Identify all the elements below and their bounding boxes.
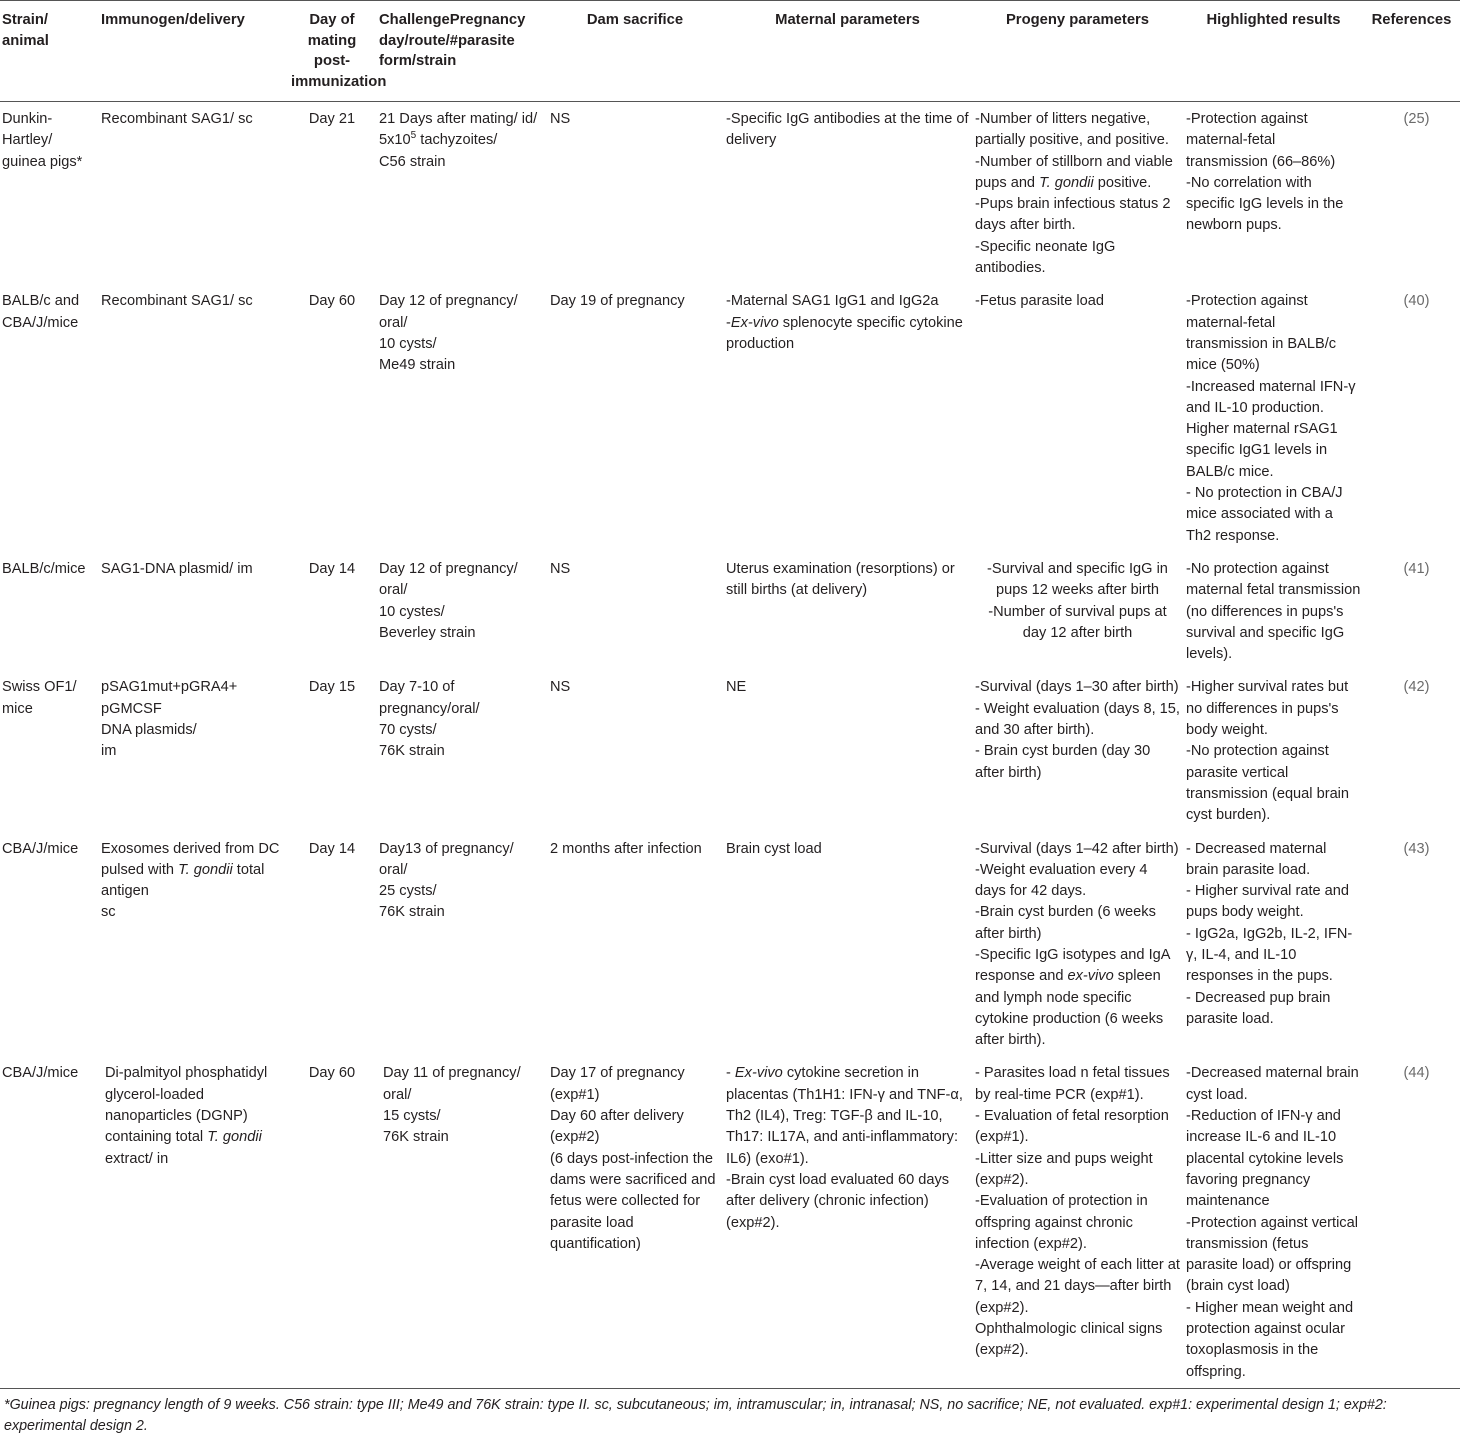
cell-reference: (42) [1403, 679, 1430, 696]
cell-day: Day 60 [308, 293, 356, 310]
cell-reference: (44) [1403, 1065, 1430, 1082]
cell-day: Day 14 [308, 560, 356, 577]
cell-strain: BALB/c/mice [2, 560, 86, 577]
cell-reference: (25) [1403, 111, 1430, 127]
cell-maternal: NE [726, 679, 747, 696]
cell-challenge: Day 12 of pregnancy/ oral/ 10 cysts/ Me49 strain [379, 293, 518, 374]
header-maternal: Maternal parameters [724, 1, 973, 102]
table-footnote: *Guinea pigs: pregnancy length of 9 weeks. C56 strain: type III; Me49 and 76K strain: type II. sc, subcutaneous; im, intramuscular; in, intranasal; NS, no sacrifice; NE, not evaluated. exp#1: experimental design 1; exp#2: experimental design 2. [0, 1388, 1460, 1437]
cell-strain: CBA/J/mice [2, 1065, 79, 1082]
cell-challenge: Day 12 of pregnancy/ oral/ 10 cystes/ Beverley strain [379, 560, 518, 641]
header-dam-sacrifice: Dam sacrifice [548, 1, 724, 102]
cell-immunogen: Exosomes derived from DC pulsed with T. gondii total antigen sc [101, 840, 280, 921]
cell-strain: Swiss OF1/ mice [2, 679, 77, 717]
header-highlighted: Highlighted results [1184, 1, 1365, 102]
cell-maternal: -Specific IgG antibodies at the time of delivery [726, 111, 969, 149]
cell-immunogen: SAG1-DNA plasmid/ im [101, 560, 253, 577]
cell-challenge: Day13 of pregnancy/ oral/ 25 cysts/ 76K strain [379, 840, 514, 921]
cell-progeny: -Survival and specific IgG in pups 12 weeks after birth -Number of survival pups at day 12 after birth [987, 560, 1168, 641]
cell-progeny: -Survival (days 1–42 after birth) -Weight evaluation every 4 days for 42 days. -Brain cyst burden (6 weeks after birth) -Specific IgG isotypes and IgA response and ex-vivo spleen and lymph node specific cytokine production (6 weeks after birth). [975, 840, 1179, 1049]
cell-progeny: -Fetus parasite load [975, 293, 1104, 310]
table-row [0, 832, 1460, 1057]
header-day-of-mating: Day of mating post-immunization [289, 1, 377, 102]
table-row [0, 552, 1460, 670]
header-row [0, 1, 1460, 102]
cell-immunogen: Recombinant SAG1/ sc [101, 293, 253, 310]
cell-highlighted: -Protection against maternal-fetal transmission (66–86%) -No correlation with specific IgG levels in the newborn pups. [1186, 111, 1344, 234]
cell-dam: NS [550, 560, 571, 577]
cell-strain: BALB/c and CBA/J/mice [2, 293, 80, 331]
cell-maternal: Uterus examination (resorptions) or still births (at delivery) [726, 560, 955, 599]
cell-immunogen: pSAG1mut+pGRA4+ pGMCSF DNA plasmids/ im [101, 679, 238, 760]
cell-reference: (40) [1403, 293, 1430, 310]
table-row [0, 670, 1460, 831]
cell-immunogen: Recombinant SAG1/ sc [101, 111, 253, 127]
cell-day: Day 15 [308, 679, 356, 696]
cell-dam: NS [550, 111, 571, 127]
cell-dam: Day 17 of pregnancy (exp#1) Day 60 after delivery (exp#2) (6 days post-infection the dams were sacrificed and fetus were collected for parasite load quantification) [550, 1065, 716, 1252]
cell-day: Day 21 [308, 111, 356, 127]
cell-dam: NS [550, 679, 571, 696]
cell-reference: (43) [1403, 840, 1430, 857]
cell-day: Day 14 [308, 840, 356, 857]
header-references: References [1365, 1, 1460, 102]
cell-dam: 2 months after infection [550, 840, 702, 857]
cell-maternal: Brain cyst load [726, 840, 822, 857]
table-row [0, 1056, 1460, 1387]
table-row [0, 284, 1460, 552]
cell-day: Day 60 [308, 1065, 356, 1082]
cell-maternal: -Maternal SAG1 IgG1 and IgG2a -Ex-vivo splenocyte specific cytokine production [726, 293, 963, 352]
cell-challenge: Day 7-10 of pregnancy/oral/ 70 cysts/ 76K strain [379, 679, 480, 760]
cell-progeny: -Survival (days 1–30 after birth) - Weight evaluation (days 8, 15, and 30 after birth). - Brain cyst burden (day 30 after birth) [975, 679, 1180, 781]
cell-dam: Day 19 of pregnancy [550, 293, 685, 310]
cell-highlighted: -Higher survival rates but no differences in pups's body weight. -No protection against parasite vertical transmission (equal brain cyst burden). [1186, 679, 1350, 824]
header-challenge: ChallengePregnancy day/route/#parasite form/strain [377, 1, 548, 102]
header-immunogen: Immunogen/delivery [99, 1, 289, 102]
cell-challenge: 21 Days after mating/ id/ $5x10^5$ tachyzoites/ C56 strain [379, 111, 538, 170]
table-row [0, 102, 1460, 285]
cell-highlighted: -Decreased maternal brain cyst load. -Reduction of IFN-γ and increase IL-6 and IL-10 placental cytokine levels favoring pregnancy maintenance -Protection against vertical transmission (fetus parasite load) or offspring (brain cyst load) - Higher mean weight and protection against ocular toxoplasmosis in the offspring. [1186, 1065, 1359, 1380]
cell-immunogen: Di-palmityol phosphatidyl glycerol-loaded nanoparticles (DGNP) containing total T. gondii extract/ in [105, 1065, 268, 1167]
cell-strain: CBA/J/mice [2, 840, 79, 857]
header-strain: Strain/ animal [0, 1, 99, 102]
cell-progeny: -Number of litters negative, partially positive, and positive. -Number of stillborn and viable pups and T. gondii positive. -Pups brain infectious status 2 days after birth. -Specific neonate IgG antibodies. [975, 111, 1173, 277]
cell-challenge: Day 11 of pregnancy/ oral/ 15 cysts/ 76K strain [383, 1065, 521, 1146]
cell-highlighted: -No protection against maternal fetal transmission (no differences in pups's survival and specific IgG levels). [1186, 560, 1361, 663]
cell-reference: (41) [1403, 560, 1430, 577]
cell-progeny: - Parasites load n fetal tissues by real-time PCR (exp#1). - Evaluation of fetal resorption (exp#1). -Litter size and pups weight (exp#2). -Evaluation of protection in offspring against chronic infection (exp#2). -Average weight of each litter at 7, 14, and 21 days—after birth (exp#2). Ophthalmologic clinical signs (exp#2). [975, 1065, 1180, 1359]
cell-highlighted: - Decreased maternal brain parasite load. - Higher survival rate and pups body weight. - IgG2a, IgG2b, IL-2, IFN-γ, IL-4, and IL-10 responses in the pups. - Decreased pup brain parasite load. [1186, 840, 1353, 1027]
header-progeny: Progeny parameters [973, 1, 1184, 102]
cell-maternal: - Ex-vivo cytokine secretion in placentas (Th1H1: IFN-γ and TNF-α, Th2 (IL4), Treg: TGF-β and IL-10, Th17: IL17A, and anti-inflammatory: IL6) (exo#1). -Brain cyst load evaluated 60 days after delivery (chronic infection) (exp#2). [726, 1065, 963, 1231]
cell-strain: Dunkin-Hartley/ guinea pigs* [2, 111, 83, 170]
cell-highlighted: -Protection against maternal-fetal transmission in BALB/c mice (50%) -Increased maternal IFN-γ and IL-10 production. Higher maternal rSAG1 specific IgG1 levels in BALB/c mice. - No protection in CBA/J mice associated with a Th2 response. [1186, 293, 1356, 544]
